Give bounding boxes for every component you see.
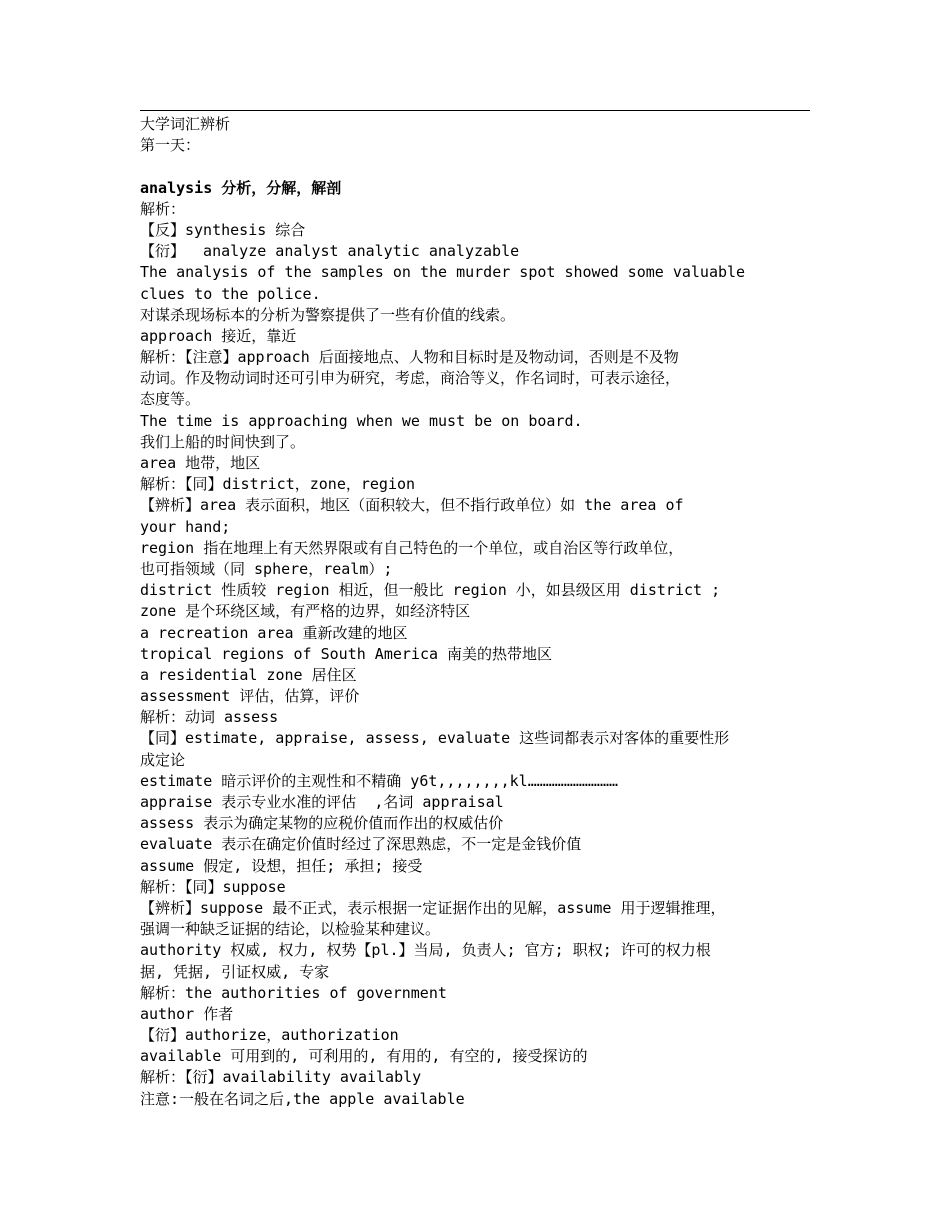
text-line: 对谋杀现场标本的分析为警察提供了一些有价值的线索。 <box>140 305 516 324</box>
text-line: evaluate 表示在确定价值时经过了深思熟虑，不一定是金钱价值 <box>140 835 582 854</box>
text-line: area 地带，地区 <box>140 454 261 472</box>
text-line: 【衍】authorize，authorization <box>140 1026 399 1045</box>
text-line: 【衍】 analyze analyst analytic analyzable <box>140 242 520 261</box>
text-line: district 性质较 region 相近，但一般比 region 小，如县级区用 district ; <box>140 581 721 600</box>
text-line: zone 是个环绕区域，有严格的边界，如经济特区 <box>140 602 471 621</box>
text-line: a residential zone 居住区 <box>140 665 357 684</box>
text-line: 【辨析】suppose 最不正式，表示根据一定证据作出的见解，assume 用于逻辑推理， <box>140 898 726 917</box>
text-line: 也可指领域（同 sphere，realm）; <box>140 559 393 578</box>
document-title: 大学词汇辨析 <box>140 115 231 133</box>
text-line: 据, 凭据, 引证权威, 专家 <box>140 962 330 981</box>
text-line: 解析：【同】district，zone，region <box>140 475 416 494</box>
text-line: tropical regions of South America 南美的热带地区 <box>140 644 553 663</box>
text-line: 动词。作及物动词时还可引申为研究，考虑，商洽等义，作名词时，可表示途径， <box>140 369 681 388</box>
entry-headword: analysis 分析，分解，解剖 <box>140 178 342 197</box>
header-rule <box>140 110 810 111</box>
text-line: 解析：【衍】availability availably <box>140 1068 422 1087</box>
text-line: author 作者 <box>140 1004 234 1023</box>
text-line: clues to the police. <box>140 284 321 303</box>
text-line: assume 假定, 设想，担任; 承担; 接受 <box>140 856 423 875</box>
text-line: approach 接近，靠近 <box>140 326 297 345</box>
text-line: The analysis of the samples on the murder spot showed some valuable <box>140 263 746 282</box>
text-line: authority 权威, 权力, 权势【pl.】当局, 负责人; 官方; 职权; 许可的权力根 <box>140 941 711 960</box>
entry-lines <box>140 178 820 1110</box>
blank-line <box>140 156 820 177</box>
document-body <box>140 114 820 1110</box>
text-line: 强调一种缺乏证据的结论，以检验某种建议。 <box>140 920 441 939</box>
text-line: assess 表示为确定某物的应税价值而作出的权威估价 <box>140 814 504 833</box>
text-line: available 可用到的, 可利用的, 有用的, 有空的, 接受探访的 <box>140 1047 588 1066</box>
day-label: 第一天： <box>140 136 201 155</box>
text-line: appraise 表示专业水准的评估 ,名词 appraisal <box>140 793 504 811</box>
text-line: assessment 评估，估算，评价 <box>140 687 360 706</box>
text-line: a recreation area 重新改建的地区 <box>140 623 408 642</box>
text-line: 解析：the authorities of government <box>140 983 447 1002</box>
text-line: your hand; <box>140 517 231 536</box>
text-line: 态度等。 <box>140 390 201 409</box>
text-line: estimate 暗示评价的主观性和不精确 y6t,,,,,,,,kl………………………… <box>140 771 619 790</box>
text-line: 注意:一般在名词之后,the apple available <box>140 1089 465 1108</box>
text-line: 解析：【注意】approach 后面接地点、人物和目标时是及物动词，否则是不及物 <box>140 348 679 367</box>
text-line: 【反】synthesis 综合 <box>140 220 306 239</box>
text-line: 我们上船的时间快到了。 <box>140 432 306 451</box>
text-line: 【同】estimate, appraise, assess, evaluate 这些词都表示对客体的重要性形 <box>140 729 730 748</box>
text-line: 解析：【同】suppose <box>140 877 286 896</box>
text-line: 解析： <box>140 199 186 218</box>
text-line: The time is approaching when we must be on board. <box>140 411 583 430</box>
text-line: 成定论 <box>140 750 186 769</box>
text-line: region 指在地理上有天然界限或有自己特色的一个单位，或自治区等行政单位， <box>140 538 684 557</box>
text-line: 解析：动词 assess <box>140 708 279 727</box>
text-line: 【辨析】area 表示面积，地区（面积较大，但不指行政单位）如 the area of <box>140 496 684 515</box>
